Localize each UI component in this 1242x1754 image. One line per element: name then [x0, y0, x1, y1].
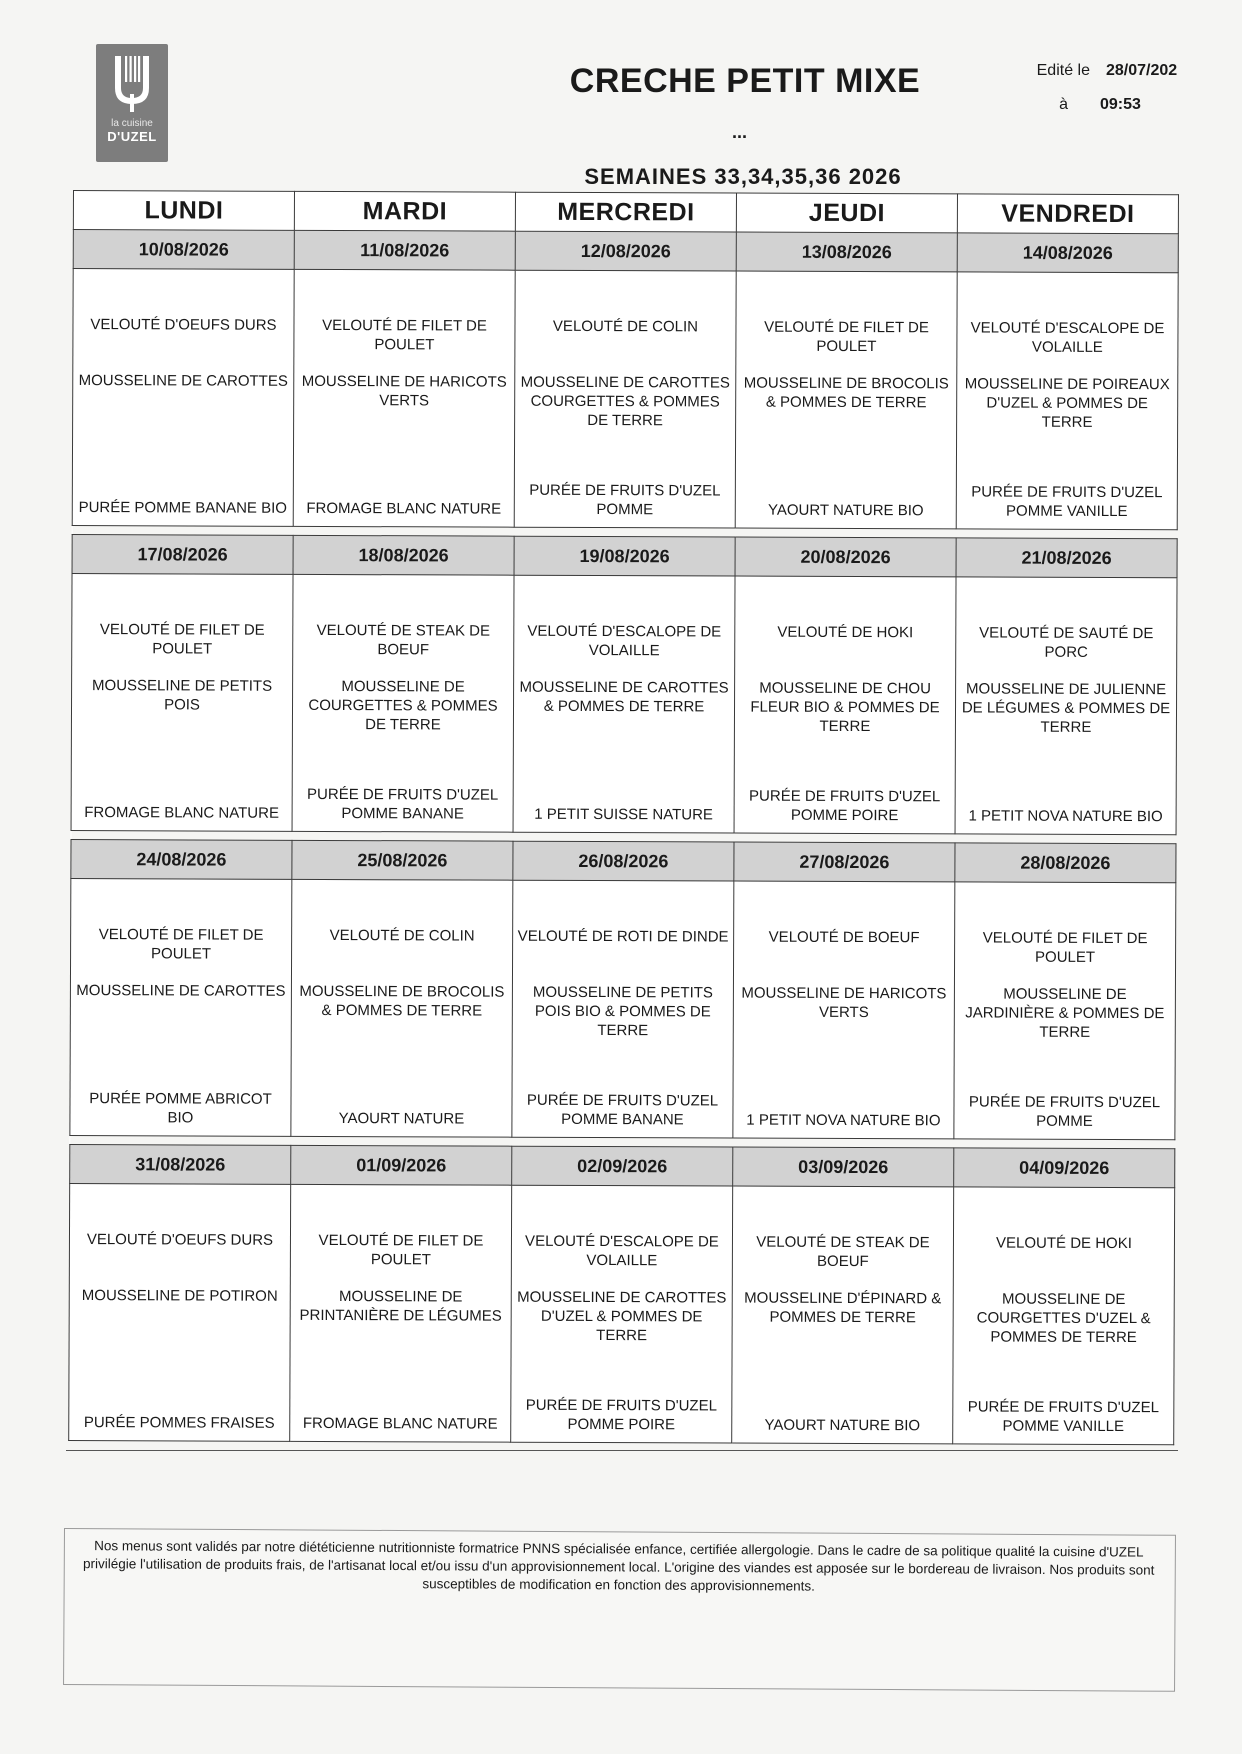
dessert-line: YAOURT NATURE BIO	[767, 501, 924, 520]
logo-tagline: la cuisine	[111, 118, 153, 129]
menu-grid	[68, 190, 1179, 1445]
date-row	[70, 1144, 1175, 1187]
day-header: MERCREDI	[515, 192, 736, 232]
starter-line: VELOUTÉ D'OEUFS DURS	[86, 1231, 274, 1249]
meal-cell-content	[732, 1187, 953, 1444]
meal-cell-content	[293, 575, 514, 832]
starter-line: VELOUTÉ D'ESCALOPE DE VOLAILLE	[525, 1232, 719, 1270]
meal-cell	[954, 882, 1176, 1140]
meal-cell-content	[735, 577, 956, 834]
main-line: MOUSSELINE DE COURGETTES D'UZEL & POMMES DE TERRE	[976, 1290, 1151, 1347]
starter-line: VELOUTÉ DE FILET DE POULET	[982, 929, 1148, 966]
dessert-line: PURÉE DE FRUITS D'UZEL POMME VANILLE	[967, 1398, 1159, 1436]
starter-line: VELOUTÉ DE FILET DE POULET	[764, 318, 929, 356]
meal-cell-content	[70, 879, 291, 1136]
date-cell: 31/08/2026	[70, 1144, 291, 1184]
main-line: MOUSSELINE DE BROCOLIS & POMMES DE TERRE	[743, 374, 949, 412]
day-header: LUNDI	[73, 191, 294, 231]
edited-date-row	[1010, 54, 1177, 88]
date-cell: 12/08/2026	[515, 231, 736, 271]
meal-cell	[511, 1185, 733, 1443]
main-line: MOUSSELINE DE CAROTTES D'UZEL & POMMES DE TERRE	[517, 1288, 727, 1345]
dessert-line: PURÉE DE FRUITS D'UZEL POMME POIRE	[749, 787, 941, 825]
meal-cell-content	[294, 270, 515, 527]
starter-line: VELOUTÉ DE FILET DE POULET	[322, 316, 487, 354]
main-line: MOUSSELINE DE HARICOTS VERTS	[301, 372, 507, 410]
main-line: MOUSSELINE DE PETITS POIS BIO & POMMES DE TERRE	[532, 983, 713, 1040]
starter-line: VELOUTÉ DE STEAK DE BOEUF	[316, 621, 491, 659]
main-line: MOUSSELINE DE JARDINIÈRE & POMMES DE TERRE	[965, 985, 1165, 1041]
meal-cell	[71, 573, 293, 831]
footer-notice-text: Nos menus sont validés par notre diététicienne nutritionniste formatrice PNNS spécialisée enfance, certifiée allergologie. Dans le cadre de sa politique qualité la cuisine d'UZEL privilégie l'utilisation de produits frais, de l'artisanat local et/ou issu d'un approvisionnement local. L'origine des viandes est apposée sur le bordereau de livraison. Nos produits sont susceptibles de modification en fonction des approvisionnements.	[83, 1538, 1155, 1594]
starter-line: VELOUTÉ DE HOKI	[995, 1234, 1132, 1253]
dessert-line: PURÉE DE FRUITS D'UZEL POMME BANANE	[307, 785, 499, 823]
day-header: MARDI	[294, 191, 515, 231]
starter-line: VELOUTÉ DE FILET DE POULET	[98, 926, 264, 963]
date-row	[73, 230, 1178, 273]
main-line: MOUSSELINE DE PETITS POIS	[92, 677, 273, 714]
starter-line: VELOUTÉ DE BOEUF	[768, 928, 920, 947]
dessert-line: FROMAGE BLANC NATURE	[302, 1414, 498, 1433]
main-line: MOUSSELINE DE CAROTTES	[76, 982, 286, 1000]
meal-cell-content	[69, 1184, 290, 1441]
date-cell: 11/08/2026	[294, 230, 515, 270]
main-line: MOUSSELINE DE CAROTTES COURGETTES & POMMES DE TERRE	[520, 373, 730, 430]
dessert-line: FROMAGE BLANC NATURE	[84, 804, 280, 822]
meal-cell	[514, 270, 736, 528]
main-line: MOUSSELINE DE POTIRON	[81, 1287, 278, 1305]
meal-row	[72, 269, 1178, 530]
date-cell: 25/08/2026	[292, 840, 513, 880]
starter-line: VELOUTÉ DE COLIN	[552, 317, 699, 336]
meal-cell	[293, 269, 515, 527]
date-cell: 19/08/2026	[514, 536, 735, 576]
meal-row	[71, 573, 1177, 834]
menu-table	[68, 190, 1179, 1445]
meal-cell-content	[956, 577, 1177, 834]
meal-cell	[732, 1186, 954, 1444]
dessert-line: PURÉE POMME ABRICOT BIO	[89, 1090, 272, 1127]
meal-cell	[291, 879, 513, 1137]
meal-cell-content	[954, 882, 1175, 1139]
starter-line: VELOUTÉ D'ESCALOPE DE VOLAILLE	[970, 319, 1165, 356]
meal-cell	[513, 575, 735, 833]
meal-cell-content	[957, 272, 1178, 529]
at-label: à	[1059, 96, 1068, 113]
date-cell: 13/08/2026	[736, 232, 957, 272]
meal-cell	[69, 1183, 291, 1441]
meal-cell	[70, 878, 292, 1136]
weeks-body	[69, 230, 1179, 1445]
meal-cell-content	[73, 269, 294, 526]
meal-cell-content	[511, 1186, 732, 1443]
date-cell: 26/08/2026	[513, 841, 734, 881]
date-row	[71, 839, 1176, 882]
meal-cell	[290, 1184, 512, 1442]
dessert-line: PURÉE POMME BANANE BIO	[78, 499, 287, 517]
dessert-line: 1 PETIT NOVA NATURE BIO	[746, 1111, 941, 1130]
meal-cell-content	[290, 1185, 511, 1442]
meal-cell	[72, 269, 294, 527]
meal-cell-content	[72, 574, 293, 831]
dessert-line: YAOURT NATURE	[338, 1110, 465, 1128]
meal-cell-content	[514, 576, 735, 833]
edition-info	[1010, 54, 1177, 122]
main-line: MOUSSELINE DE CAROTTES	[78, 372, 288, 390]
main-line: MOUSSELINE DE POIREAUX D'UZEL & POMMES DE TERRE	[964, 375, 1170, 431]
bottom-rule	[66, 1450, 1178, 1451]
main-line: MOUSSELINE D'ÉPINARD & POMMES DE TERRE	[744, 1289, 942, 1327]
day-header-row	[73, 191, 1178, 234]
date-cell: 02/09/2026	[512, 1146, 733, 1186]
date-cell: 10/08/2026	[73, 230, 294, 270]
main-line: MOUSSELINE DE JULIENNE DE LÉGUMES & POMMES DE TERRE	[961, 680, 1171, 736]
starter-line: VELOUTÉ DE STEAK DE BOEUF	[756, 1233, 930, 1271]
meal-cell	[734, 576, 956, 834]
date-cell: 21/08/2026	[956, 538, 1177, 578]
starter-line: VELOUTÉ D'ESCALOPE DE VOLAILLE	[527, 622, 722, 660]
weeks-subtitle: SEMAINES 33,34,35,36 2026	[584, 164, 902, 189]
dessert-line: YAOURT NATURE BIO	[764, 1416, 921, 1435]
date-cell: 01/09/2026	[291, 1145, 512, 1185]
page-title: CRECHE PETIT MIXE	[569, 62, 921, 100]
main-line: MOUSSELINE DE COURGETTES & POMMES DE TERRE	[308, 678, 498, 734]
day-header: JEUDI	[736, 193, 957, 233]
dessert-line: FROMAGE BLANC NATURE	[306, 499, 502, 518]
dessert-line: PURÉE DE FRUITS D'UZEL POMME BANANE	[526, 1091, 719, 1129]
dessert-line: PURÉE DE FRUITS D'UZEL POMME	[968, 1093, 1161, 1130]
meal-cell	[292, 574, 514, 832]
meal-cell-content	[733, 882, 954, 1139]
meal-cell-content	[515, 271, 736, 528]
meal-row	[70, 878, 1176, 1139]
meal-cell	[512, 880, 734, 1138]
meal-cell	[733, 881, 955, 1139]
meal-cell-content	[512, 881, 733, 1138]
starter-line: VELOUTÉ DE SAUTÉ DE PORC	[979, 624, 1154, 661]
date-cell: 27/08/2026	[734, 842, 955, 882]
title-ellipsis: ...	[732, 122, 748, 142]
starter-line: VELOUTÉ DE FILET DE POULET	[99, 621, 265, 658]
dessert-line: PURÉE DE FRUITS D'UZEL POMME POIRE	[525, 1396, 717, 1434]
date-row	[72, 534, 1177, 577]
dessert-line: 1 PETIT SUISSE NATURE	[534, 805, 713, 824]
meal-cell	[953, 1187, 1175, 1445]
dessert-line: 1 PETIT NOVA NATURE BIO	[968, 807, 1163, 826]
starter-line: VELOUTÉ D'OEUFS DURS	[90, 316, 277, 334]
dessert-line: PURÉE DE FRUITS D'UZEL POMME	[529, 481, 721, 519]
meal-cell	[735, 271, 957, 529]
edited-date: 28/07/202	[1106, 62, 1178, 79]
date-cell: 20/08/2026	[735, 537, 956, 577]
main-line: MOUSSELINE DE CAROTTES & POMMES DE TERRE	[519, 678, 729, 716]
meal-cell	[956, 272, 1178, 530]
date-cell: 18/08/2026	[293, 535, 514, 575]
main-line: MOUSSELINE DE PRINTANIÈRE DE LÉGUMES	[299, 1288, 502, 1325]
date-cell: 03/09/2026	[733, 1147, 954, 1187]
date-cell: 17/08/2026	[72, 534, 293, 574]
edited-time-row	[1010, 88, 1177, 122]
main-line: MOUSSELINE DE HARICOTS VERTS	[741, 984, 947, 1022]
starter-line: VELOUTÉ DE FILET DE POULET	[318, 1231, 484, 1269]
main-line: MOUSSELINE DE BROCOLIS & POMMES DE TERRE	[299, 982, 505, 1020]
dessert-line: PURÉE POMMES FRAISES	[83, 1414, 275, 1432]
meal-cell-content	[736, 272, 957, 529]
day-header: VENDREDI	[957, 194, 1178, 234]
starter-line: VELOUTÉ DE HOKI	[777, 623, 914, 642]
logo-brand: D'UZEL	[107, 129, 157, 144]
main-line: MOUSSELINE DE CHOU FLEUR BIO & POMMES DE TERRE	[750, 679, 940, 736]
meal-cell-content	[953, 1187, 1174, 1444]
dessert-line: PURÉE DE FRUITS D'UZEL POMME VANILLE	[971, 483, 1163, 521]
date-cell: 04/09/2026	[954, 1148, 1175, 1188]
starter-line: VELOUTÉ DE ROTI DE DINDE	[517, 927, 729, 946]
meal-row	[69, 1183, 1175, 1444]
footer-notice-box	[63, 1528, 1176, 1692]
date-cell: 28/08/2026	[955, 843, 1176, 883]
edited-time: 09:53	[1100, 96, 1141, 113]
meal-cell	[955, 577, 1177, 835]
edited-label: Edité le	[1036, 62, 1090, 79]
date-cell: 14/08/2026	[957, 233, 1178, 273]
starter-line: VELOUTÉ DE COLIN	[329, 926, 475, 945]
meal-cell-content	[291, 880, 512, 1137]
date-cell: 24/08/2026	[71, 839, 292, 879]
